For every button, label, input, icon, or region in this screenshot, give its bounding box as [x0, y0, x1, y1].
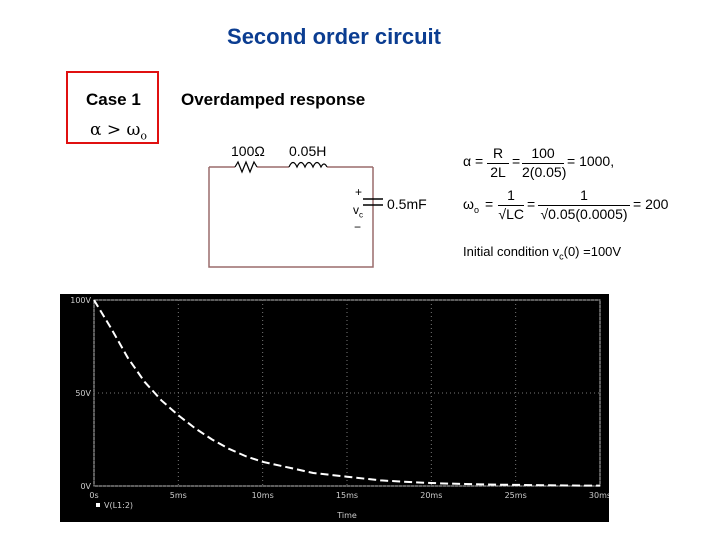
omega-sub: o: [473, 204, 479, 215]
resistor-label: 100Ω: [231, 143, 265, 159]
response-type: Overdamped response: [181, 90, 366, 109]
alpha-lhs: α =: [463, 153, 484, 169]
alpha-f2-den: 2(0.05): [522, 164, 567, 180]
omega-f1-num: 1: [507, 187, 515, 203]
legend-marker: [96, 503, 100, 507]
x-tick-label: 10ms: [251, 491, 274, 500]
alpha-f2-num: 100: [531, 145, 555, 161]
inductor-label: 0.05H: [289, 143, 327, 159]
omega-f2-den: √0.05(0.0005): [540, 206, 628, 222]
minus-sign: −: [354, 220, 362, 234]
alpha-f1-num: R: [492, 145, 504, 161]
omega-symbol: ω: [463, 196, 474, 212]
x-axis-label: Time: [337, 511, 357, 520]
plus-sign: +: [355, 185, 363, 199]
y-tick-label: 100V: [70, 296, 91, 305]
damping-condition: [90, 120, 147, 142]
case-label: Case 1: [86, 90, 141, 109]
x-tick-label: 0s: [89, 491, 99, 500]
x-tick-label: 25ms: [504, 491, 527, 500]
omega-lhs: [463, 196, 479, 215]
omega-result: = 200: [633, 196, 669, 212]
slide-title: Second order circuit: [227, 24, 441, 49]
plot-svg: [60, 294, 609, 522]
response-plot: [60, 294, 609, 522]
omega-f1-den: √LC: [498, 206, 524, 222]
initial-suffix: (0) =100V: [563, 244, 622, 259]
alpha-result: = 1000,: [567, 153, 615, 169]
x-tick-label: 30ms: [588, 491, 609, 500]
x-tick-label: 20ms: [420, 491, 443, 500]
condition-sub: o: [140, 129, 148, 143]
omega-eq0: =: [485, 196, 494, 212]
alpha-f1-den: 2L: [490, 164, 506, 180]
resistor-symbol: [235, 162, 257, 172]
omega-eq: =: [527, 196, 536, 212]
initial-condition: [463, 244, 621, 262]
alpha-eq: =: [512, 153, 521, 169]
vc-sub: c: [359, 210, 363, 220]
y-tick-label: 50V: [75, 389, 91, 398]
legend-label: V(L1:2): [104, 501, 134, 510]
circuit-wire: [209, 167, 373, 267]
omega-f1-den-text: LC: [506, 206, 524, 222]
initial-sub: c: [559, 251, 564, 262]
capacitor-label: 0.5mF: [387, 196, 427, 212]
inductor-symbol: [289, 163, 327, 168]
omega-f2-num: 1: [580, 187, 588, 203]
vc-text: v: [353, 203, 359, 217]
omega-f2-den-text: 0.05(0.0005): [548, 206, 628, 222]
x-tick-label: 5ms: [169, 491, 187, 500]
x-tick-label: 15ms: [335, 491, 359, 500]
y-tick-label: 0V: [80, 482, 91, 491]
vc-label: [353, 203, 363, 219]
condition-text: α > ω: [90, 120, 141, 140]
initial-prefix: Initial condition v: [463, 244, 560, 259]
